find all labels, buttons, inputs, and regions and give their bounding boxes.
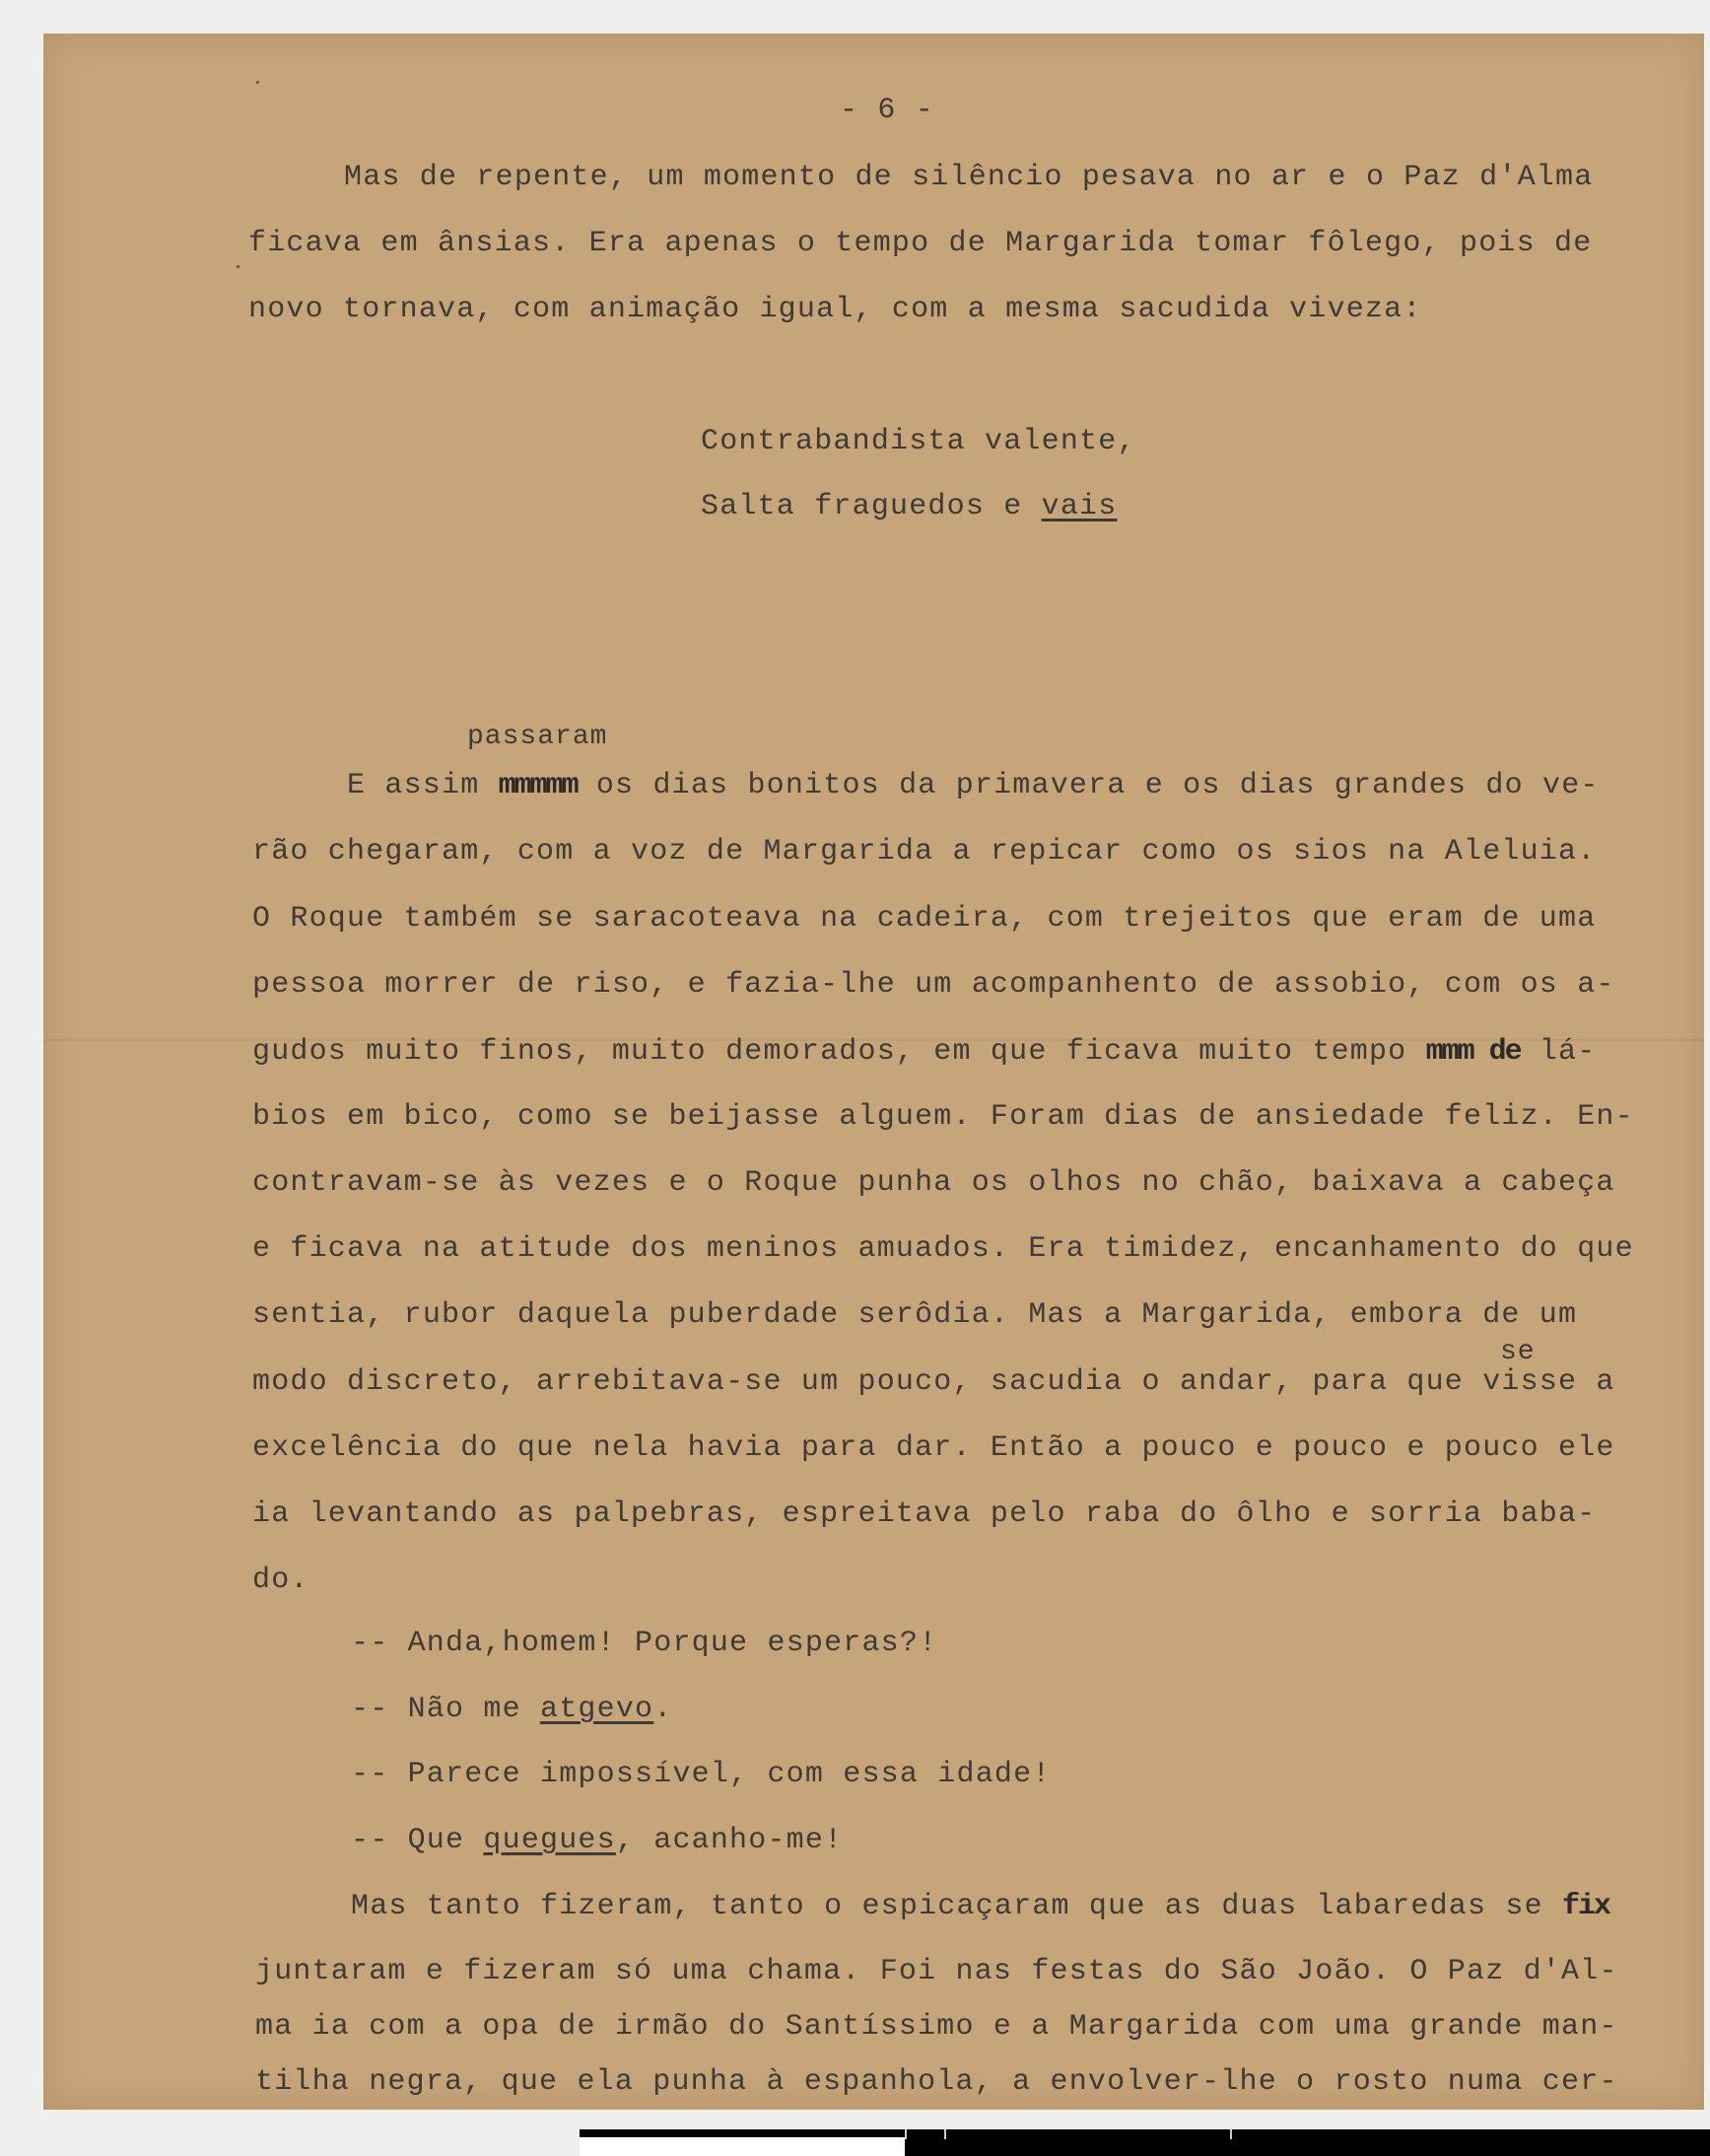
verse-line: Contrabandista valente, — [701, 425, 1136, 458]
text-line: gudos muito finos, muito demorados, em que ficava muito tempo mmm de lá- — [252, 1035, 1597, 1069]
ruler-white-segment — [580, 2137, 905, 2156]
dialogue-line: -- Parece impossível, com essa idade! — [351, 1758, 1052, 1791]
handwritten-insertion: se — [1500, 1337, 1536, 1367]
text-line: modo discreto, arrebitava-se um pouco, sacudia o andar, para que visse a — [252, 1365, 1615, 1399]
scale-ruler — [580, 2129, 1710, 2156]
text-line: contravam-se às vezes e o Roque punha os olhos no chão, baixava a cabeça — [252, 1166, 1615, 1200]
text-line: ma ia com a opa de irmão do Santíssimo e a Margarida com uma grande man- — [255, 2010, 1618, 2044]
underlined-word: atgevo — [540, 1693, 654, 1726]
underlined-word: vais — [1041, 490, 1118, 523]
text-line: Mas tanto fizeram, tanto o espicaçaram que as duas labaredas se fix — [351, 1890, 1610, 1923]
text-line: e ficava na atitude dos meninos amuados. Era timidez, encanhamento do que — [252, 1232, 1634, 1266]
struck-out-text: mmm de — [1425, 1035, 1521, 1069]
text-line: O Roque também se saracoteava na cadeira, com trejeitos que eram de uma — [252, 902, 1597, 936]
text-line: rão chegaram, com a voz de Margarida a repicar como os sios na Aleluia. — [252, 835, 1597, 869]
text-line: tilha negra, que ela punha à espanhola, a envolver-lhe o rosto numa cer- — [255, 2065, 1618, 2099]
dialogue-line: -- Não me atgevo. — [351, 1693, 673, 1726]
typewritten-page — [43, 34, 1704, 2110]
text-line: excelência do que nela havia para dar. Então a pouco e pouco e pouco ele — [252, 1431, 1615, 1465]
text-line: Mas de repente, um momento de silêncio pesava no ar e o Paz d'Alma — [344, 161, 1594, 194]
page-number: - 6 - — [840, 94, 935, 127]
text-line: novo tornava, com animação igual, com a mesma sacudida viveza: — [248, 293, 1422, 326]
struck-out-text: mmmmm — [498, 769, 578, 802]
text-line: sentia, rubor daquela puberdade serôdia. Mas a Margarida, embora de um — [252, 1298, 1578, 1332]
dialogue-line: -- Anda,homem! Porque esperas?! — [351, 1627, 938, 1660]
text-line: juntaram e fizeram só uma chama. Foi nas festas do São João. O Paz d'Al- — [255, 1955, 1618, 1988]
struck-out-text: fix — [1562, 1890, 1610, 1923]
text-line: pessoa morrer de riso, e fazia-lhe um acompanhento de assobio, com os a- — [252, 968, 1615, 1002]
text-line: ia levantando as palpebras, espreitava pelo raba do ôlho e sorria baba- — [252, 1497, 1597, 1531]
dialogue-line: -- Que quegues, acanho-me! — [351, 1824, 844, 1857]
text-line: bios em bico, como se beijasse alguem. Foram dias de ansiedade feliz. En- — [252, 1100, 1634, 1134]
text-line: E assim mmmmm os dias bonitos da primavera e os dias grandes do ve- — [347, 769, 1600, 802]
text-line: do. — [252, 1564, 309, 1597]
ruler-tick — [944, 2129, 946, 2139]
handwritten-insertion: passaram — [467, 722, 608, 752]
text-line: ficava em ânsias. Era apenas o tempo de Margarida tomar fôlego, pois de — [248, 227, 1593, 260]
ruler-black-segment — [944, 2137, 1230, 2156]
paper-speck — [256, 81, 259, 84]
ruler-tick — [1230, 2129, 1232, 2139]
underlined-word: quegues — [483, 1824, 616, 1857]
verse-line: Salta fraguedos e vais — [701, 490, 1118, 523]
paper-speck — [237, 265, 239, 268]
ruler-tick — [905, 2129, 907, 2139]
